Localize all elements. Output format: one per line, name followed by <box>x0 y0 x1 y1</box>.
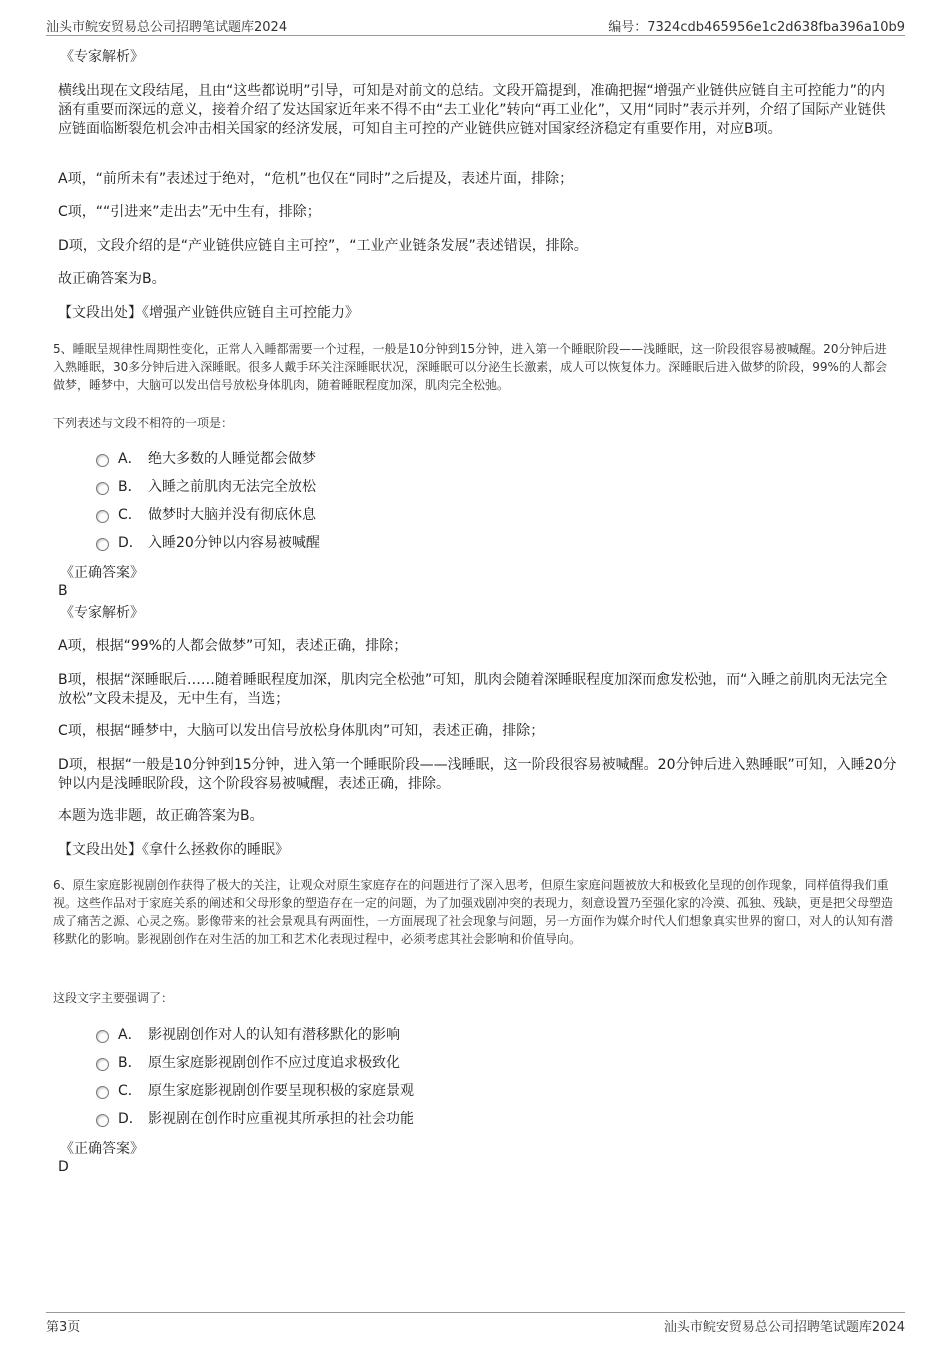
prev-analysis-option-c: C项，““引进来”走出去”无中生有，排除； <box>58 204 321 220</box>
page-number: 第3页 <box>46 1320 81 1335</box>
q5-analysis-d: D项，根据“一般是10分钟到15分钟，进入第一个睡眠阶段——浅睡眠，这一阶段很容易被喊醒。20分钟后进入熟睡眠”可知，入睡20分钟以内是浅睡眠阶段，这个阶段容易被喊醒，表述正确，排除。 <box>58 757 897 792</box>
header-title: 汕头市鲩安贸易总公司招聘笔试题库2024 <box>46 20 288 35</box>
page-header <box>46 13 905 36</box>
radio-button[interactable] <box>96 1058 109 1071</box>
q6-answer-title: 《正确答案》 <box>60 1141 144 1157</box>
q5-analysis-title: 《专家解析》 <box>60 605 144 621</box>
radio-button[interactable] <box>96 510 109 523</box>
radio-button[interactable] <box>96 1086 109 1099</box>
footer-title: 汕头市鲩安贸易总公司招聘笔试题库2024 <box>663 1320 905 1335</box>
prev-conclusion: 故正确答案为B。 <box>58 271 166 287</box>
radio-button[interactable] <box>96 1114 109 1127</box>
radio-button[interactable] <box>96 1030 109 1043</box>
q5-source: 【文段出处】《拿什么拯救你的睡眠》 <box>58 842 289 858</box>
prev-analysis-paragraph: 横线出现在文段结尾，且由“这些都说明”引导，可知是对前文的总结。文段开篇提到，准确把握“增强产业链供应链自主可控能力”的内涵有重要而深远的意义，接着介绍了发达国家近年来不得不由“去工业化”转向“再工业化”，又用“同时”表示并列，介绍了国际产业链供应链面临断裂危机会冲击相关国家的经济发展，可知自主可控的产业链供应链对国家经济稳定有重要作用，对应B项。 <box>58 83 886 137</box>
q5-answer-title: 《正确答案》 <box>60 565 144 581</box>
q5-analysis-c: C项，根据“睡梦中，大脑可以发出信号放松身体肌肉”可知，表述正确，排除； <box>58 723 545 739</box>
q6-text: 6、原生家庭影视剧创作获得了极大的关注，让观众对原生家庭存在的问题进行了深入思考，但原生家庭问题被放大和极致化呈现的创作现象，同样值得我们重视。这些作品对于家庭关系的阐述和父母形象的塑造存在一定的问题，为了加强戏剧冲突的表现力，刻意设置乃至强化家的冷漠、孤独、残缺，更是把父母塑造成了痛苦之源、心灵之殇。影像带来的社会景观具有两面性，一方面展现了社会现象与问题，另一方面作为媒介时代人们想象真实世界的窗口，对人的认知有潜移默化的影响。影视剧创作在对生活的加工和艺术化表现过程中，必须考虑其社会影响和价值导向。 <box>53 878 894 946</box>
q5-answer: B <box>58 583 68 599</box>
q5-text: 5、睡眠呈规律性周期性变化，正常人入睡都需要一个过程，一般是10分钟到15分钟，进入第一个睡眠阶段——浅睡眠，这一阶段很容易被喊醒。20分钟后进入熟睡眠，30多分钟后进入深睡眠。很多人戴手环关注深睡眠状况，深睡眠可以分泌生长激素，成人可以恢复体力。深睡眠后进入做梦的阶段，99%的人都会做梦，睡梦中，大脑可以发出信号放松身体肌肉，随着睡眠程度加深，肌肉完全松弛。 <box>53 342 887 392</box>
q5-prompt: 下列表述与文段不相符的一项是： <box>53 416 234 430</box>
radio-button[interactable] <box>96 482 109 495</box>
radio-button[interactable] <box>96 538 109 551</box>
prev-source: 【文段出处】《增强产业链供应链自主可控能力》 <box>58 305 359 321</box>
prev-analysis-title: 《专家解析》 <box>60 49 144 65</box>
header-doc-id: 编号：7324cdb465956e1c2d638fba396a10b9 <box>608 20 905 35</box>
q5-analysis-a: A项，根据“99%的人都会做梦”可知，表述正确，排除； <box>58 638 408 654</box>
q5-conclusion: 本题为选非题，故正确答案为B。 <box>58 808 264 824</box>
page-footer <box>46 1312 905 1335</box>
radio-button[interactable] <box>96 454 109 467</box>
prev-analysis-option-d: D项，文段介绍的是“产业链供应链自主可控”，“工业产业链条发展”表述错误，排除。 <box>58 238 588 254</box>
q6-prompt: 这段文字主要强调了： <box>53 991 174 1005</box>
q6-answer: D <box>58 1159 69 1175</box>
prev-analysis-option-a: A项，“前所未有”表述过于绝对，“危机”也仅在“同时”之后提及，表述片面，排除； <box>58 171 574 187</box>
q5-analysis-b: B项，根据“深睡眠后……随着睡眠程度加深，肌肉完全松弛”可知，肌肉会随着深睡眠程度加深而愈发松弛，而“入睡之前肌肉无法完全放松”文段未提及，无中生有，当选； <box>58 672 888 707</box>
